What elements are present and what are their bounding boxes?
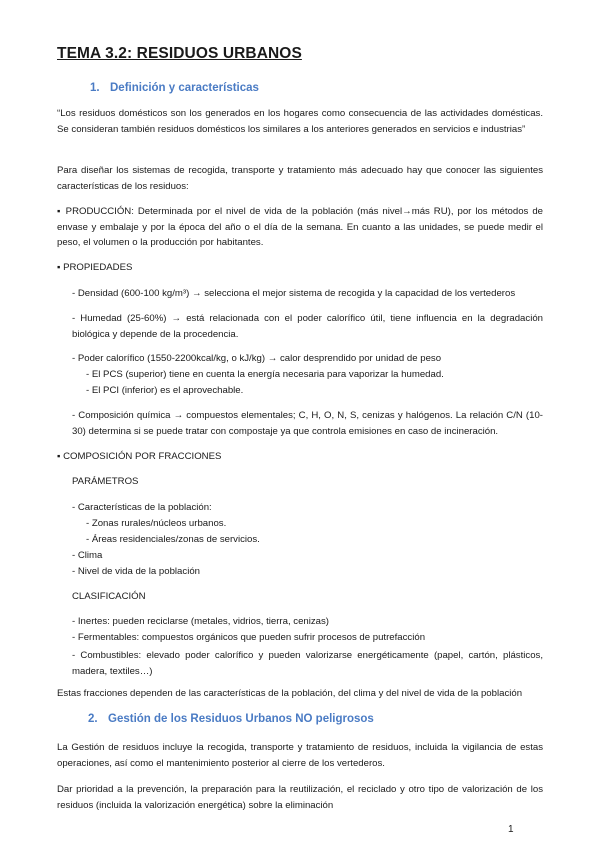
gestion-paragraph: La Gestión de residuos incluye la recogida, transporte y tratamiento de residuos, incluida la vigilancia de estas operaciones, así como el mantenimiento posterior al cierre de los vertederos. (57, 742, 543, 769)
densidad-item: - Densidad (600-100 kg/m³) → selecciona el mejor sistema de recogida y la capacidad de los vertederos (72, 288, 516, 299)
section-number: 1. (90, 82, 100, 94)
section-label: Definición y características (110, 82, 259, 94)
prioridad-paragraph: Dar prioridad a la prevención, la preparación para la reutilización, el reciclado y otro tipo de valorización de los residuos (incluida la valorización energética) sobre la eliminación (57, 784, 543, 811)
composicion-quimica-item: - Composición química → compuestos elementales; C, H, O, N, S, cenizas y halógenos. La relación C/N (10-30) determina si se puede tratar con compostaje ya que controla emisiones en caso de incineración. (72, 410, 543, 437)
page-number: 1 (508, 824, 514, 835)
humedad-item: - Humedad (25-60%) → está relacionada con el poder calorífico útil, tiene influencia en la degradación biológica y depende de la procedencia. (72, 313, 543, 340)
inertes-item: - Inertes: pueden reciclarse (metales, vidrios, tierra, cenizas) (72, 616, 329, 627)
fermentables-item: - Fermentables: compuestos orgánicos que pueden sufrir procesos de putrefacción (72, 632, 426, 643)
propiedades-heading: ▪ PROPIEDADES (57, 262, 133, 273)
page-title: TEMA 3.2: RESIDUOS URBANOS (57, 45, 302, 62)
parametro-item: - Nivel de vida de la población (72, 566, 200, 577)
parametros-heading: PARÁMETROS (72, 476, 139, 487)
parametro-subitem: - Zonas rurales/núcleos urbanos. (86, 518, 227, 529)
produccion-paragraph: ▪ PRODUCCIÓN: Determinada por el nivel de vida de la población (más nivel→más RU), por los métodos de envase y embalaje y por la época del año o el día de la semana. En cuanto a las unidades, se puede medir el peso, el volumen o la producción por habitantes. (57, 206, 543, 248)
poder-calorifico-item: - Poder calorífico (1550-2200kcal/kg, o kJ/kg) → calor desprendido por unidad de peso (72, 353, 442, 364)
combustibles-item: - Combustibles: elevado poder calorífico y pueden valorizarse energéticamente (papel, cartón, plásticos, madera, textiles…) (72, 650, 543, 677)
pci-subitem: - El PCI (inferior) es el aprovechable. (86, 385, 244, 396)
parametro-item: - Clima (72, 550, 103, 561)
section-2-heading (88, 713, 374, 725)
parametro-subitem: - Áreas residenciales/zonas de servicios. (86, 534, 260, 545)
clasificacion-heading: CLASIFICACIÓN (72, 591, 146, 602)
intro-quote: “Los residuos domésticos son los generados en los hogares como consecuencia de las actividades domésticas. Se consideran también residuos domésticos los similares a los anteriores generados en servicios e industrias” (57, 108, 543, 135)
composicion-heading: ▪ COMPOSICIÓN POR FRACCIONES (57, 451, 222, 462)
design-paragraph: Para diseñar los sistemas de recogida, transporte y tratamiento más adecuado hay que conocer las siguientes características de los residuos: (57, 165, 543, 192)
section-number: 2. (88, 713, 98, 725)
pcs-subitem: - El PCS (superior) tiene en cuenta la energía necesaria para vaporizar la humedad. (86, 369, 444, 380)
fracciones-note: Estas fracciones dependen de las características de la población, del clima y del nivel de vida de la población (57, 688, 523, 699)
section-label: Gestión de los Residuos Urbanos NO peligrosos (108, 713, 374, 725)
parametro-item: - Características de la población: (72, 502, 212, 513)
section-1-heading (90, 82, 259, 94)
